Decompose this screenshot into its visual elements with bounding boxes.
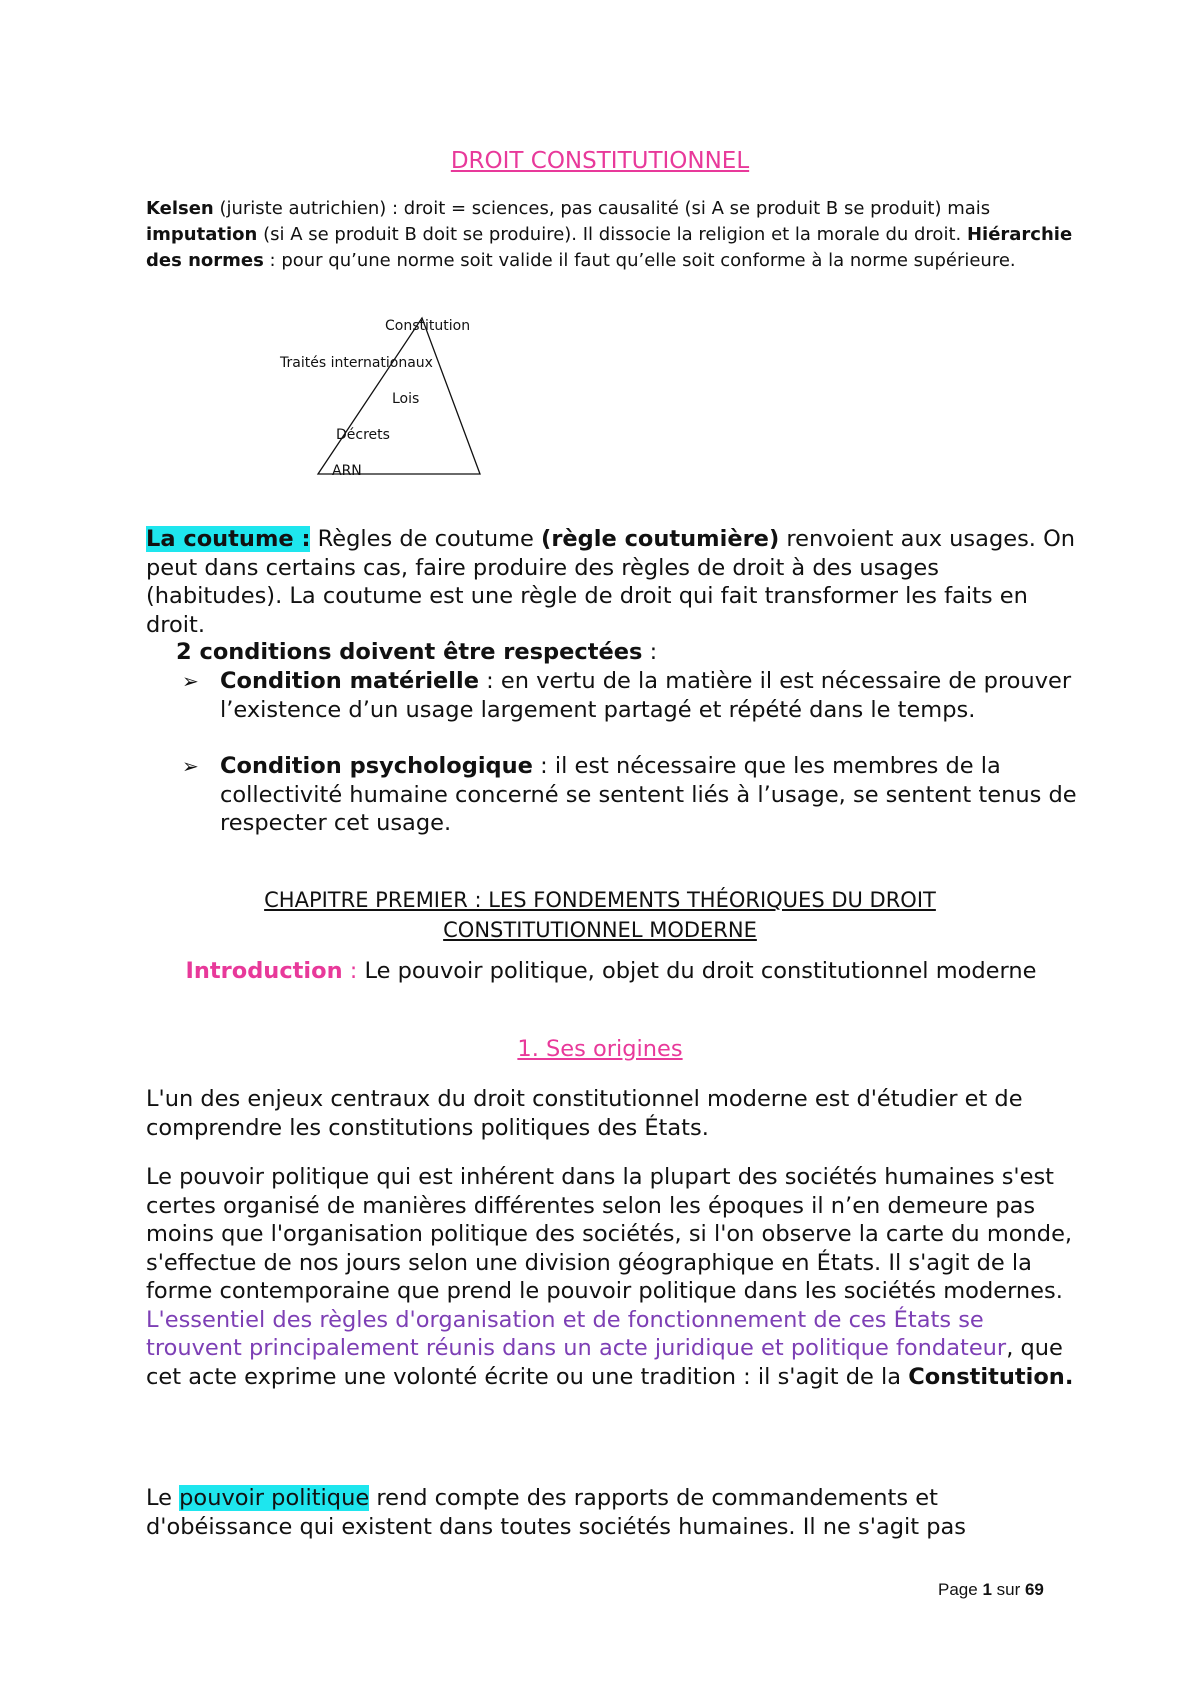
chapter-heading: [0, 885, 1200, 945]
introduction-label: Introduction: [185, 958, 343, 984]
document-title: DROIT CONSTITUTIONNEL: [450, 148, 750, 174]
regle-coutumiere: (règle coutumière): [541, 526, 780, 552]
pyramid-label-decrets: Décrets: [336, 427, 390, 443]
norm-pyramid: [270, 310, 500, 485]
condition-psychologique-text: [220, 752, 1090, 838]
arrow-bullet-icon: ➢: [182, 754, 199, 778]
conditions-heading-bold: 2 conditions doivent être respectées: [176, 639, 643, 665]
pyramid-triangle: [270, 310, 500, 485]
footer-page-word: Page: [938, 1580, 983, 1599]
coutume-label: La coutume :: [146, 526, 311, 552]
para2-text-1: Le pouvoir politique qui est inhérent dans la plupart des sociétés humaines s'est certes organisé de manières différentes selon les époques il n’en demeure pas moins que l'organisation politique des sociétés, si l'on observe la carte du monde, s'effectue de nos jours selon une division géographique en États. Il s'agit de la forme contemporaine que prend le pouvoir politique dans les sociétés modernes.: [146, 1164, 1073, 1304]
page-footer: [938, 1580, 1044, 1600]
introduction-colon: :: [342, 958, 358, 984]
para2-purple-text: L'essentiel des règles d'organisation et de fonctionnement de ces États se trouvent principalement réunis dans un acte juridique et politique fondateur: [146, 1306, 1007, 1361]
pyramid-label-arn: ARN: [332, 463, 362, 479]
arrow-bullet-icon: ➢: [182, 669, 199, 693]
kelsen-text-1: (juriste autrichien) : droit = sciences, pas causalité (si A se produit B se produit) mais: [213, 198, 991, 219]
coutume-text-2: renvoient aux usages. On peut dans certains cas, faire produire des règles de droit à des usages (habitudes). La coutume est une règle de droit qui fait transformer les faits en droit.: [146, 526, 1076, 638]
condition-psychologique-body: : il est nécessaire que les membres de la collectivité humaine concerné se sentent liés à l’usage, se sentent tenus de respecter cet usage.: [220, 753, 1077, 836]
conditions-heading-colon: :: [642, 639, 658, 665]
introduction-text: Le pouvoir politique, objet du droit constitutionnel moderne: [357, 958, 1037, 984]
condition-item-psychologique: [182, 752, 1082, 842]
section-heading-origines: 1. Ses origines: [517, 1036, 683, 1062]
pyramid-label-lois: Lois: [392, 391, 420, 407]
para3-text-2: rend compte des rapports de commandements et d'obéissance qui existent dans toutes sociétés humaines. Il ne s'agit pas: [146, 1485, 967, 1540]
paragraph-pouvoir-politique: [146, 1163, 1086, 1391]
imputation-term: imputation: [146, 224, 258, 245]
condition-materielle-body: : en vertu de la matière il est nécessaire de prouver l’existence d’un usage largement partagé et répété dans le temps.: [220, 668, 1072, 723]
paragraph-enjeux: L'un des enjeux centraux du droit constitutionnel moderne est d'étudier et de comprendre les constitutions politiques des États.: [146, 1086, 1023, 1141]
hierarchie-term: Hiérarchie des normes: [146, 224, 1073, 271]
coutume-text-1: Règles de coutume: [310, 526, 542, 552]
pyramid-label-constitution: Constitution: [385, 318, 471, 334]
condition-materielle-text: [220, 667, 1090, 724]
kelsen-name: Kelsen: [146, 198, 214, 219]
constitution-term: Constitution.: [908, 1363, 1074, 1390]
paragraph-commandement: [146, 1484, 1086, 1541]
condition-psychologique-label: Condition psychologique: [220, 753, 533, 779]
kelsen-text-3: : pour qu’une norme soit valide il faut qu’elle soit conforme à la norme supérieure.: [263, 250, 1016, 271]
footer-sur-word: sur: [991, 1580, 1025, 1599]
chapter-heading-line2: CONSTITUTIONNEL MODERNE: [443, 918, 757, 942]
kelsen-paragraph: [146, 196, 1076, 274]
condition-item-materielle: [182, 667, 1082, 757]
coutume-paragraph: [146, 525, 1076, 639]
para2-text-2: , que cet acte exprime une volonté écrite ou une tradition : il s'agit de la: [146, 1335, 1063, 1390]
kelsen-text-2: (si A se produit B doit se produire). Il dissocie la religion et la morale du droit.: [257, 224, 967, 245]
conditions-heading: [176, 638, 657, 667]
page-number: 1: [982, 1580, 992, 1599]
pouvoir-politique-highlight: pouvoir politique: [179, 1485, 370, 1511]
condition-materielle-label: Condition matérielle: [220, 668, 479, 694]
chapter-heading-line1: CHAPITRE PREMIER : LES FONDEMENTS THÉORIQUES DU DROIT: [264, 888, 936, 912]
pyramid-label-traites: Traités internationaux: [280, 355, 433, 371]
para3-text-1: Le: [146, 1485, 180, 1511]
introduction-heading: [146, 957, 1076, 986]
page-total: 69: [1024, 1580, 1044, 1599]
